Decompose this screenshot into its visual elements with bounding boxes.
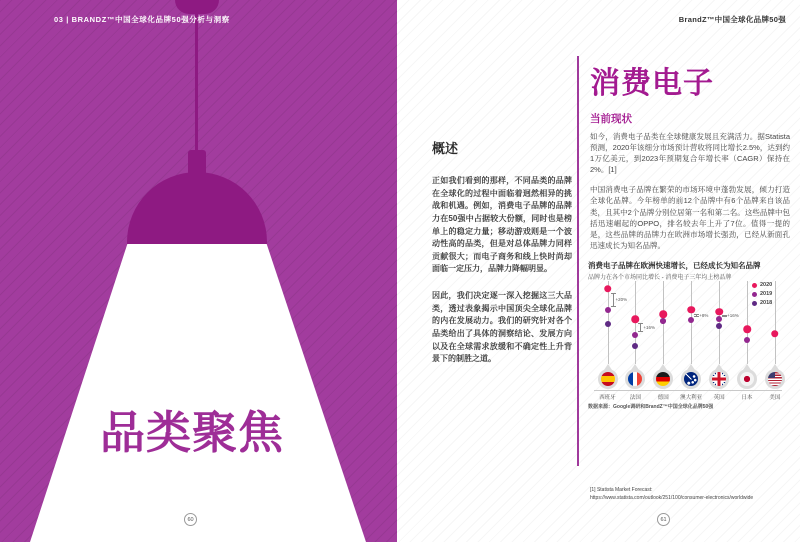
uk-flag-icon bbox=[712, 372, 726, 386]
flag-pin bbox=[737, 369, 757, 389]
chart-category-label: 日本 bbox=[741, 395, 753, 401]
legend-label: 2019 bbox=[760, 291, 773, 297]
usa-flag-icon bbox=[768, 372, 782, 386]
france-flag-icon bbox=[628, 372, 642, 386]
section-title: 品类聚焦 bbox=[100, 407, 285, 458]
growth-label: +16% bbox=[643, 324, 656, 330]
chart-category-label: 法国 bbox=[629, 395, 641, 401]
chart-category-label: 澳大利亚 bbox=[680, 395, 703, 401]
data-point-2018 bbox=[605, 321, 611, 327]
australia-flag-icon bbox=[684, 372, 698, 386]
growth-label: +16% bbox=[727, 312, 739, 318]
article-title: 消费电子 bbox=[590, 67, 714, 100]
chart-category-label: 英国 bbox=[713, 395, 725, 401]
legend-item bbox=[752, 291, 772, 297]
flag-pin bbox=[765, 369, 785, 389]
chart-source: 数据来源：Google调研和BrandZ™中国全球化品牌50强 bbox=[588, 404, 714, 410]
footnote-url: https://www.statista.com/outlook/251/100/consumer-electronics/worldwide bbox=[590, 494, 754, 501]
chart-category-label: 德国 bbox=[657, 395, 669, 401]
data-point-2019 bbox=[688, 317, 694, 323]
legend-item bbox=[752, 282, 772, 288]
growth-label: +20% bbox=[615, 296, 628, 302]
overview-heading: 概述 bbox=[432, 141, 459, 156]
data-point-2020 bbox=[660, 310, 668, 318]
growth-label: +8% bbox=[699, 312, 709, 318]
growth-bracket bbox=[724, 316, 725, 317]
chart-guide-line bbox=[747, 281, 748, 364]
footnote bbox=[590, 487, 753, 502]
data-point-2019 bbox=[716, 316, 722, 322]
growth-bracket bbox=[696, 314, 697, 317]
footnote-line: [1] Statista Market Forecast: bbox=[590, 487, 653, 493]
brand-power-chart bbox=[588, 260, 792, 406]
data-point-2019 bbox=[744, 337, 750, 343]
overview-paragraph: 正如我们看到的那样，不同品类的品牌在全球化的过程中面临着迥然相异的挑战和机遇。例如，消费电子品牌的品牌力在50强中占据较大份额，同时也是榜单上的稳定力量；移动游戏则是一个波动性高的品类，但是对总体品牌力同样贡献很大；而电子商务和线上快时尚却面临一定压力，品牌力降幅明显。 bbox=[432, 176, 572, 274]
data-point-2020 bbox=[743, 326, 751, 334]
data-point-2019 bbox=[605, 307, 611, 313]
flag-pin bbox=[598, 369, 618, 389]
overview-column bbox=[432, 138, 572, 380]
legend-label: 2020 bbox=[760, 282, 773, 288]
legend-dot-icon bbox=[752, 283, 757, 288]
growth-bracket bbox=[640, 323, 641, 332]
right-page-header: BrandZ™中国全球化品牌50强 bbox=[678, 15, 786, 24]
data-point-2020 bbox=[715, 308, 723, 316]
flag-pin bbox=[681, 369, 701, 389]
legend-dot-icon bbox=[752, 301, 757, 306]
article-paragraph: 中国消费电子品牌在繁荣的市场环境中蓬勃发展，倾力打造全球化品牌。今年榜单的前12个品牌中有6个品牌来自该品类，且其中2个品牌分别位居第一名和第二名。这些品牌中包括迅速崛起的OPPO，排名较去年上升了7位。值得一提的是，这些品牌的品牌力在欧洲市场增长强劲，已经从新面孔迅速成长为知名品牌。 bbox=[590, 185, 790, 250]
chart-guide-line bbox=[775, 281, 776, 364]
page-number-left: 60 bbox=[184, 513, 197, 526]
left-page-header: 03 | BRANDZ™中国全球化品牌50强分析与洞察 bbox=[54, 15, 230, 24]
chart-category-label: 美国 bbox=[769, 395, 781, 401]
flag-pin bbox=[653, 369, 673, 389]
lamp-shade-icon bbox=[127, 172, 267, 244]
data-point-2018 bbox=[632, 343, 638, 349]
flag-pin bbox=[709, 369, 729, 389]
article-paragraph: 如今，消费电子品类在全球健康发展且充满活力。据Statista预测，2020年该细分市场预计营收将同比增长2.5%，达到约1万亿美元，到2023年预期复合年增长率（CAGR）保持在2%。[1] bbox=[590, 132, 790, 175]
chart-legend bbox=[752, 282, 772, 309]
data-point-2019 bbox=[632, 332, 638, 338]
chart-category-label: 西班牙 bbox=[599, 395, 616, 401]
japan-flag-icon bbox=[740, 372, 754, 386]
overview-paragraph: 因此，我们决定逐一深入挖掘这三大品类，透过表象揭示中国顶尖全球化品牌的内在发展动力。我们的研究针对各个品类给出了具体的洞察结论、发展方向以及在全球需求放缓和不确定性上升背景下的制胜之道。 bbox=[432, 291, 572, 364]
growth-bracket bbox=[613, 293, 614, 307]
data-point-2020 bbox=[604, 285, 612, 293]
data-point-2020 bbox=[771, 330, 779, 338]
legend-item bbox=[752, 300, 772, 306]
chart-axis-line bbox=[594, 390, 782, 391]
germany-flag-icon bbox=[656, 372, 670, 386]
left-page bbox=[0, 0, 397, 542]
article-column bbox=[590, 58, 790, 260]
legend-dot-icon bbox=[752, 292, 757, 297]
page-number-right: 61 bbox=[657, 513, 670, 526]
chart-subtitle: 品牌力在各个市场同比增长 - 消费电子三年均上榜品牌 bbox=[588, 275, 732, 281]
flag-pin bbox=[625, 369, 645, 389]
legend-label: 2018 bbox=[760, 300, 773, 306]
column-divider bbox=[577, 56, 579, 466]
data-point-2018 bbox=[716, 323, 722, 329]
data-point-2019 bbox=[660, 318, 666, 324]
lamp-cord bbox=[195, 12, 198, 154]
article-section-heading: 当前现状 bbox=[590, 113, 632, 125]
data-point-2020 bbox=[687, 306, 695, 314]
data-point-2020 bbox=[632, 316, 640, 324]
chart-title: 消费电子品牌在欧洲快速增长，已经成长为知名品牌 bbox=[588, 261, 761, 270]
spain-flag-icon bbox=[601, 372, 615, 386]
